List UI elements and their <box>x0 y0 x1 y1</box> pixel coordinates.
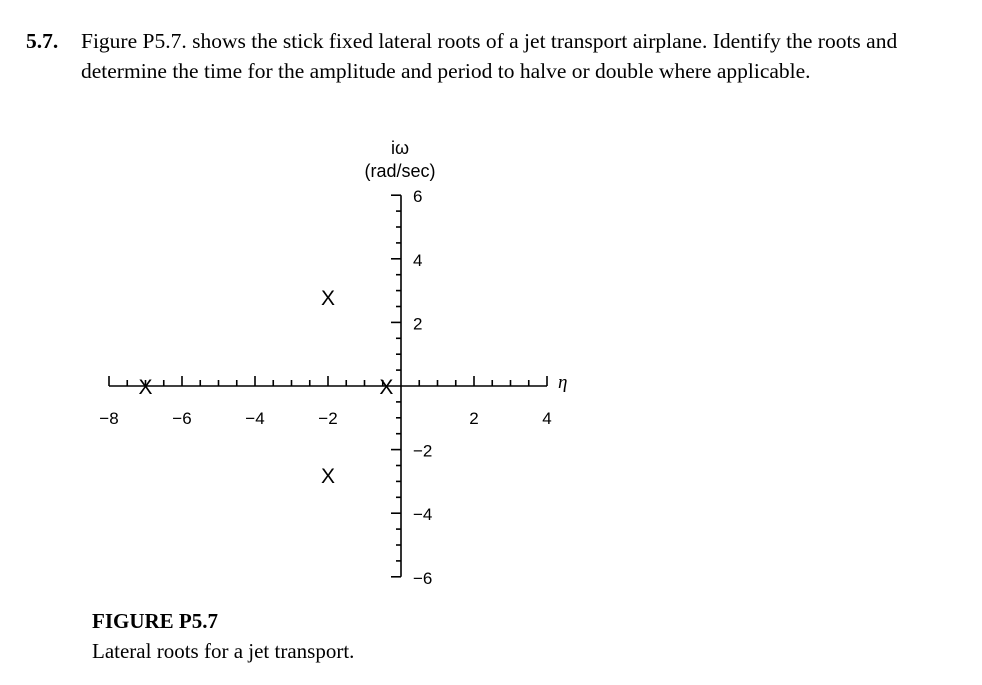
y-axis-label-units: (rad/sec) <box>364 161 436 181</box>
root-marker: X <box>379 376 394 399</box>
root-marker: X <box>320 286 336 310</box>
x-tick-label: −6 <box>172 409 192 428</box>
y-tick-label: −2 <box>413 441 433 461</box>
problem-number: 5.7. <box>26 29 59 53</box>
y-tick-label: −4 <box>413 505 433 525</box>
y-tick-label: 2 <box>413 314 423 334</box>
figure-caption-text: Lateral roots for a jet transport. <box>92 639 355 663</box>
x-tick-label: 4 <box>542 409 552 428</box>
root-marker: X <box>138 376 153 399</box>
problem-text: Figure P5.7. shows the stick fixed lateral roots of a jet transport airplane. Identify the roots and determine the time for the amplitude and period to halve or double where applicable. <box>81 29 898 83</box>
x-ticks <box>99 409 551 428</box>
root-marker: X <box>320 465 336 489</box>
figure-caption-title: FIGURE P5.7 <box>92 609 218 633</box>
y-axis-label-symbol: iω <box>390 138 410 158</box>
y-tick-label: −6 <box>413 568 433 588</box>
roots <box>138 287 393 488</box>
x-tick-label: −2 <box>318 409 338 428</box>
y-tick-label: 4 <box>413 250 423 270</box>
x-tick-label: 2 <box>469 409 479 428</box>
figure-caption <box>92 606 354 666</box>
y-tick-label: 6 <box>413 187 423 207</box>
x-tick-label: −4 <box>245 409 265 428</box>
x-tick-label: −8 <box>99 409 119 428</box>
y-ticks <box>413 187 432 588</box>
x-axis-label: η <box>558 372 568 393</box>
axes <box>109 195 547 577</box>
